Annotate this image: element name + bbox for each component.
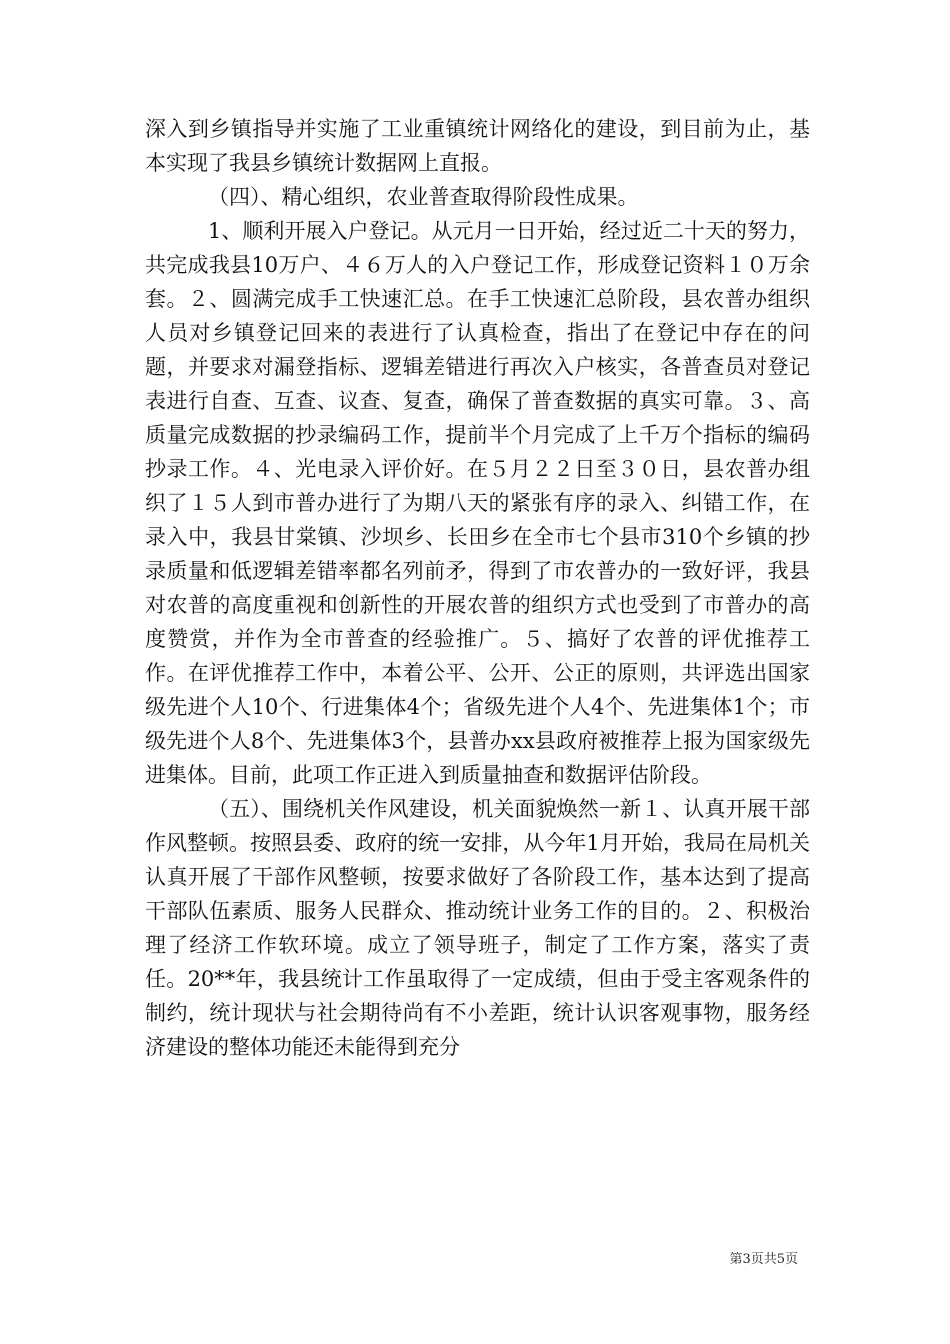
document-body xyxy=(145,112,810,1064)
section-heading-4: （四）、精心组织，农业普查取得阶段性成果。 xyxy=(208,185,639,209)
page-number: 第3页共5页 xyxy=(729,1252,798,1267)
paragraph-continuation: 深入到乡镇指导并实施了工业重镇统计网络化的建设，到目前为止，基本实现了我县乡镇统计数据网上直报。 xyxy=(145,117,810,175)
paragraph-section-5: （五）、围绕机关作风建设，机关面貌焕然一新１、认真开展干部作风整顿。按照县委、政府的统一安排，从今年1月开始，我局在局机关认真开展了干部作风整顿，按要求做好了各阶段工作，基本达到了提高干部队伍素质、服务人民群众、推动统计业务工作的目的。２、积极治理了经济工作软环境。成立了领导班子，制定了工作方案，落实了责任。20**年，我县统计工作虽取得了一定成绩，但由于受主客观条件的制约，统计现状与社会期待尚有不小差距，统计认识客观事物，服务经济建设的整体功能还未能得到充分 xyxy=(145,797,810,1059)
paragraph-census-work: 1、顺利开展入户登记。从元月一日开始，经过近二十天的努力，共完成我县10万户、４６万人的入户登记工作，形成登记资料１０万余套。２、圆满完成手工快速汇总。在手工快速汇总阶段，县农普办组织人员对乡镇登记回来的表进行了认真检查，指出了在登记中存在的问题，并要求对漏登指标、逻辑差错进行再次入户核实，各普查员对登记表进行自查、互查、议查、复查，确保了普查数据的真实可靠。３、高质量完成数据的抄录编码工作，提前半个月完成了上千万个指标的编码抄录工作。４、光电录入评价好。在５月２２日至３０日，县农普办组织了１５人到市普办进行了为期八天的紧张有序的录入、纠错工作，在录入中，我县甘棠镇、沙坝乡、长田乡在全市七个县市310个乡镇的抄录质量和低逻辑差错率都名列前矛，得到了市农普办的一致好评，我县对农普的高度重视和创新性的开展农普的组织方式也受到了市普办的高度赞赏，并作为全市普查的经验推广。５、搞好了农普的评优推荐工作。在评优推荐工作中，本着公平、公开、公正的原则，共评选出国家级先进个人10个、行进集体4个；省级先进个人4个、先进集体1个；市级先进个人8个、先进集体3个，县普办xx县政府被推荐上报为国家级先进集体。目前，此项工作正进入到质量抽查和数据评估阶段。 xyxy=(145,219,810,787)
